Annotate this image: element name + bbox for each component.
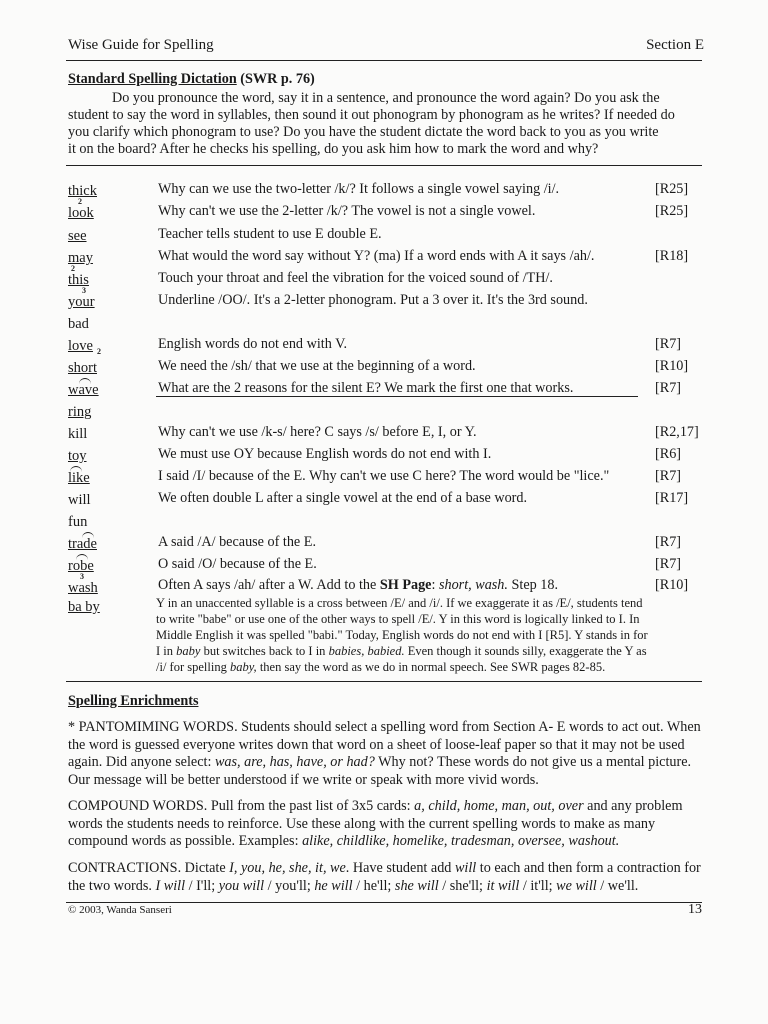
running-header-right: Section E [646,37,704,53]
explanation-short: We need the /sh/ that we use at the beginning of a word. [158,358,476,374]
contractions-d: will [454,860,477,876]
word-fun: fun [68,514,88,530]
marking-2-love: 2 [97,347,101,356]
wash-text-c: : [431,577,439,593]
word-thick: thick [68,183,97,199]
word-baby: ba by [68,599,100,615]
dictation-end-rule [66,681,702,682]
explanation-thick: Why can we use the two-letter /k/? It follows a single vowel saying /i/. [158,181,560,197]
word-ring: ring [68,404,92,420]
word-look: look [68,205,94,221]
compound-c: and any problem words the students needs to reinforce. Use these along with the current spelling words to make as many compound words as possible. Examples: [68,798,683,850]
explanation-love: English words do not end with V. [158,336,348,352]
explanation-look: Why can't we use the 2-letter /k/? The vowel is not a single vowel. [158,203,536,219]
rule-ref-may: [R18] [655,248,689,264]
contractions-b: I, you, he, she, it, we [229,860,346,876]
dictation-ref: (SWR p. 76) [236,71,315,87]
contractions-l: she will [394,877,439,894]
rule-ref-will: [R17] [655,490,689,506]
wave-underline [156,396,638,397]
explanation-this: Touch your throat and feel the vibration for the voiced sound of /TH/. [158,270,553,286]
enrichments-heading: Spelling Enrichments [68,693,199,709]
dictation-line-2: student to say the word in syllables, then sound it out phonogram by phonogram as he writes? If needed do [68,107,675,123]
marking-2-look: 2 [78,197,82,206]
baby-note-line-2: to write "babe" or use one of the other ways to spell /E/. Y in this word is logically linked to I. In [156,612,640,626]
dictation-line-3: you clarify which phonogram to use? Do you have the student dictate the word back to you as you write [68,124,659,140]
baby-note-4b: baby [176,644,201,658]
rule-ref-like: [R7] [655,468,682,484]
marking-2-this: 2 [71,264,75,273]
pantomiming-c: Why not? These words do not give us a mental picture. Our message will be better understood if we write or speak with more vivid words. [68,754,692,788]
contractions-g: / I'll; [185,877,219,894]
enrichment-pantomiming [68,719,706,789]
contractions-o: / it'll; [519,877,557,894]
explanation-see: Teacher tells student to use E double E. [158,226,382,242]
baby-note-4c: but switches back to I in [200,644,329,658]
contractions-i: / you'll; [264,877,315,894]
contractions-c: . Have student add [345,860,455,876]
rule-ref-love: [R7] [655,336,682,352]
pantomiming-a: * PANTOMIMING WORDS. Students should select a spelling word from Section A- E words to act out. When the word is guessed everyone writes down that word on a sheet of loose-leaf paper so that it may not be used again. Did anyone select: [68,719,701,771]
copyright: © 2003, Wanda Sanseri [68,904,172,916]
wash-text-d: short, wash. [438,577,508,593]
word-your: your [68,294,95,310]
enrichment-contractions [68,860,706,895]
word-wave: wave [68,382,99,398]
baby-note-line-1: Y in an unaccented syllable is a cross between /E/ and /i/. If we exaggerate it as /E/, students tend [156,596,643,610]
word-this: this [68,272,89,288]
rule-ref-look: [R25] [655,203,689,219]
word-trade: trade [68,536,97,552]
contractions-f: I will [155,877,186,894]
sh-page-label: SH Page [379,577,432,593]
explanation-kill: Why can't we use /k-s/ here? C says /s/ before E, I, or Y. [158,424,477,440]
contractions-m: / she'll; [438,877,487,894]
contractions-a: CONTRACTIONS. Dictate [68,860,230,876]
explanation-trade: A said /A/ because of the E. [158,534,316,550]
rule-ref-kill: [R2,17] [655,424,699,440]
word-kill: kill [68,426,88,442]
word-love: love [68,338,93,354]
compound-a: COMPOUND WORDS. Pull from the past list of 3x5 cards: [68,798,415,814]
page-number: 13 [688,902,702,917]
footer-rule [66,902,702,903]
baby-note-line-3: Middle English it was spelled "babi." Today, English words do not end with I [R5]. Y stands in for [156,628,648,642]
baby-note-line-4 [156,643,708,659]
marking-3-wash: 3 [80,572,84,581]
explanation-wave: What are the 2 reasons for the silent E? We mark the first one that works. [158,380,574,396]
explanation-toy: We must use OY because English words do not end with I. [158,446,492,462]
compound-b: a, child, home, man, out, over [414,798,584,814]
word-may: may [68,250,93,266]
word-bad: bad [68,316,89,332]
contractions-e: to each and then form a contraction for the two words. [68,860,701,894]
contractions-n: it will [486,877,520,894]
enrichments-title [68,693,706,711]
explanation-your: Underline /OO/. It's a 2-letter phonogram. Put a 3 over it. It's the 3rd sound. [158,292,588,308]
baby-note-line-5 [156,659,708,675]
word-wash: wash [68,580,98,596]
rule-ref-thick: [R25] [655,181,689,197]
word-see: see [68,228,87,244]
rule-ref-robe: [R7] [655,556,682,572]
explanation-robe: O said /O/ because of the E. [158,556,317,572]
contractions-k: / he'll; [352,877,395,894]
word-like: like [68,470,90,486]
dictation-rule [66,165,702,166]
baby-note-4a: I in [156,644,177,658]
rule-ref-toy: [R6] [655,446,682,462]
word-will: will [68,492,91,508]
baby-note-5c: then say the word as we do in normal speech. See SWR pages 82-85. [256,660,606,674]
dictation-line-4: it on the board? After he checks his spelling, do you ask him how to mark the word and why? [68,141,599,157]
explanation-like: I said /I/ because of the E. Why can't we use C here? The word would be "lice." [158,468,610,484]
dictation-line-1: Do you pronounce the word, say it in a sentence, and pronounce the word again? Do you ask the [112,90,660,106]
baby-note-4e: Even though it sounds silly, exaggerate the Y as [404,644,647,658]
explanation-wash [158,577,558,594]
baby-note [156,595,708,675]
baby-note-5b: baby, [229,660,257,674]
running-header-left: Wise Guide for Spelling [68,37,214,53]
wash-text-a: Often A says /ah/ after a W. Add to the [158,577,380,593]
dictation-title: Standard Spelling Dictation [68,71,237,87]
word-short: short [68,360,97,376]
explanation-will: We often double L after a single vowel at the end of a base word. [158,490,528,506]
contractions-p: we will [556,877,597,894]
marking-3-your: 3 [82,286,86,295]
compound-d: alike, childlike, homelike, tradesman, oversee, washout. [302,833,620,850]
baby-note-4d: babies, babied. [328,644,405,658]
baby-note-5a: /i/ for spelling [156,660,230,674]
header-rule [66,60,702,61]
wash-text-e: Step 18. [507,577,559,593]
rule-ref-wash: [R10] [655,577,689,593]
word-toy: toy [68,448,87,464]
contractions-j: he will [314,877,353,894]
rule-ref-trade: [R7] [655,534,682,550]
contractions-q: / we'll. [596,877,639,894]
pantomiming-b: was, are, has, have, or had? [214,754,375,771]
explanation-may: What would the word say without Y? (ma) If a word ends with A it says /ah/. [158,248,595,264]
contractions-h: you will [218,877,265,894]
enrichment-compound-words [68,798,706,851]
rule-ref-wave: [R7] [655,380,682,396]
rule-ref-short: [R10] [655,358,689,374]
word-robe: robe [68,558,94,574]
dictation-heading [68,71,315,88]
